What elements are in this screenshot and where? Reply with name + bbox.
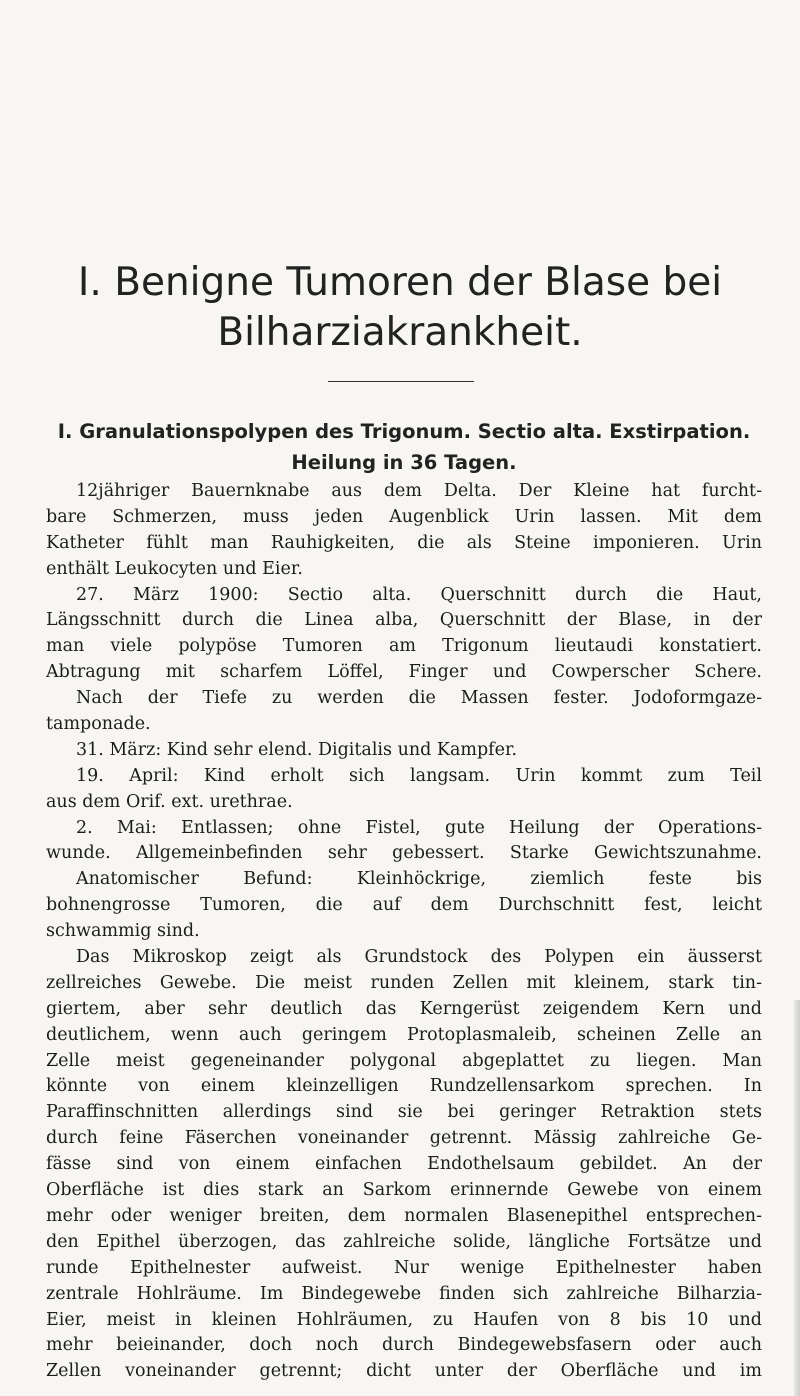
text-line: mehr oder weniger breiten, dem normalen Blasenepithel entsprechen- xyxy=(46,1205,762,1226)
text-line: 12jähriger Bauernknabe aus dem Delta. Der Kleine hat furcht- xyxy=(76,481,762,501)
text-line: mehr beieinander, doch noch durch Bindegewebsfasern oder auch xyxy=(46,1335,762,1356)
text-line: Nach der Tiefe zu werden die Massen fester. Jodoformgaze- xyxy=(76,688,762,709)
text-line: Längsschnitt durch die Linea alba, Querschnitt der Blase, in der xyxy=(46,610,762,631)
text-line: 19. April: Kind erholt sich langsam. Urin kommt zum Teil xyxy=(76,765,762,786)
text-line: tamponade. xyxy=(46,714,151,735)
text-line: Anatomischer Befund: Kleinhöckrige, ziemlich feste bis xyxy=(76,869,762,890)
text-line: Abtragung mit scharfem Löffel, Finger und Cowperscher Schere. xyxy=(46,662,762,683)
text-line: zentrale Hohlräume. Im Bindegewebe finden sich zahlreiche Bilharzia- xyxy=(46,1283,762,1304)
section-heading-line-1: I. Granulationspolypen des Trigonum. Sectio alta. Exstirpation. xyxy=(57,420,751,443)
section-heading xyxy=(44,416,764,478)
text-line: den Epithel überzogen, das zahlreiche solide, längliche Fortsätze und xyxy=(46,1231,762,1252)
text-line: 31. März: Kind sehr elend. Digitalis und Kampfer. xyxy=(76,739,518,760)
text-line: runde Epithelnester aufweist. Nur wenige Epithelnester haben xyxy=(46,1257,762,1278)
title-divider xyxy=(328,381,474,382)
chapter-title xyxy=(0,258,800,358)
text-line: Zelle meist gegeneinander polygonal abgeplattet zu liegen. Man xyxy=(46,1050,762,1071)
text-line: Eier, meist in kleinen Hohlräumen, zu Haufen von 8 bis 10 und xyxy=(46,1309,762,1330)
text-line: wunde. Allgemeinbefinden sehr gebessert. Starke Gewichtszunahme. xyxy=(46,843,762,864)
text-line: Katheter fühlt man Rauhigkeiten, die als Steine imponieren. Urin xyxy=(46,532,762,553)
text-line: durch feine Fäserchen voneinander getrennt. Mässig zahlreiche Ge- xyxy=(46,1128,762,1149)
section-heading-line-2: Heilung in 36 Tagen. xyxy=(291,451,517,474)
text-line: Paraffinschnitten allerdings sind sie bei geringer Retraktion stets xyxy=(46,1102,762,1123)
text-line: zellreiches Gewebe. Die meist runden Zellen mit kleinem, stark tin- xyxy=(46,972,762,993)
text-line: Das Mikroskop zeigt als Grundstock des Polypen ein äusserst xyxy=(76,947,762,968)
text-line: fässe sind von einem einfachen Endothelsaum gebildet. An der xyxy=(46,1154,762,1175)
text-line: Zellen voneinander getrennt; dicht unter der Oberfläche und im xyxy=(46,1361,762,1382)
text-line: 27. März 1900: Sectio alta. Querschnitt durch die Haut, xyxy=(76,584,762,605)
text-line: 2. Mai: Entlassen; ohne Fistel, gute Heilung der Operations- xyxy=(76,817,762,838)
text-line: giertem, aber sehr deutlich das Kerngerüst zeigendem Kern und xyxy=(46,998,762,1019)
text-line: schwammig sind. xyxy=(46,921,200,942)
text-line: enthält Leukocyten und Eier. xyxy=(46,558,303,579)
text-line: aus dem Orif. ext. urethrae. xyxy=(46,791,293,812)
chapter-title-line-1: I. Benigne Tumoren der Blase bei xyxy=(77,260,723,305)
body-text xyxy=(46,479,762,1385)
page-edge-shadow xyxy=(794,1000,800,1396)
text-line: Oberfläche ist dies stark an Sarkom erinnernde Gewebe von einem xyxy=(46,1180,762,1201)
chapter-title-line-2: Bilharziakrankheit. xyxy=(217,310,583,355)
text-line: bohnengrosse Tumoren, die auf dem Durchschnitt fest, leicht xyxy=(46,895,762,916)
text-line: man viele polypöse Tumoren am Trigonum lieutaudi konstatiert. xyxy=(46,636,762,657)
text-line: bare Schmerzen, muss jeden Augenblick Urin lassen. Mit dem xyxy=(46,506,762,527)
text-line: könnte von einem kleinzelligen Rundzellensarkom sprechen. In xyxy=(46,1076,762,1097)
text-line: deutlichem, wenn auch geringem Protoplasmaleib, scheinen Zelle an xyxy=(46,1024,762,1045)
